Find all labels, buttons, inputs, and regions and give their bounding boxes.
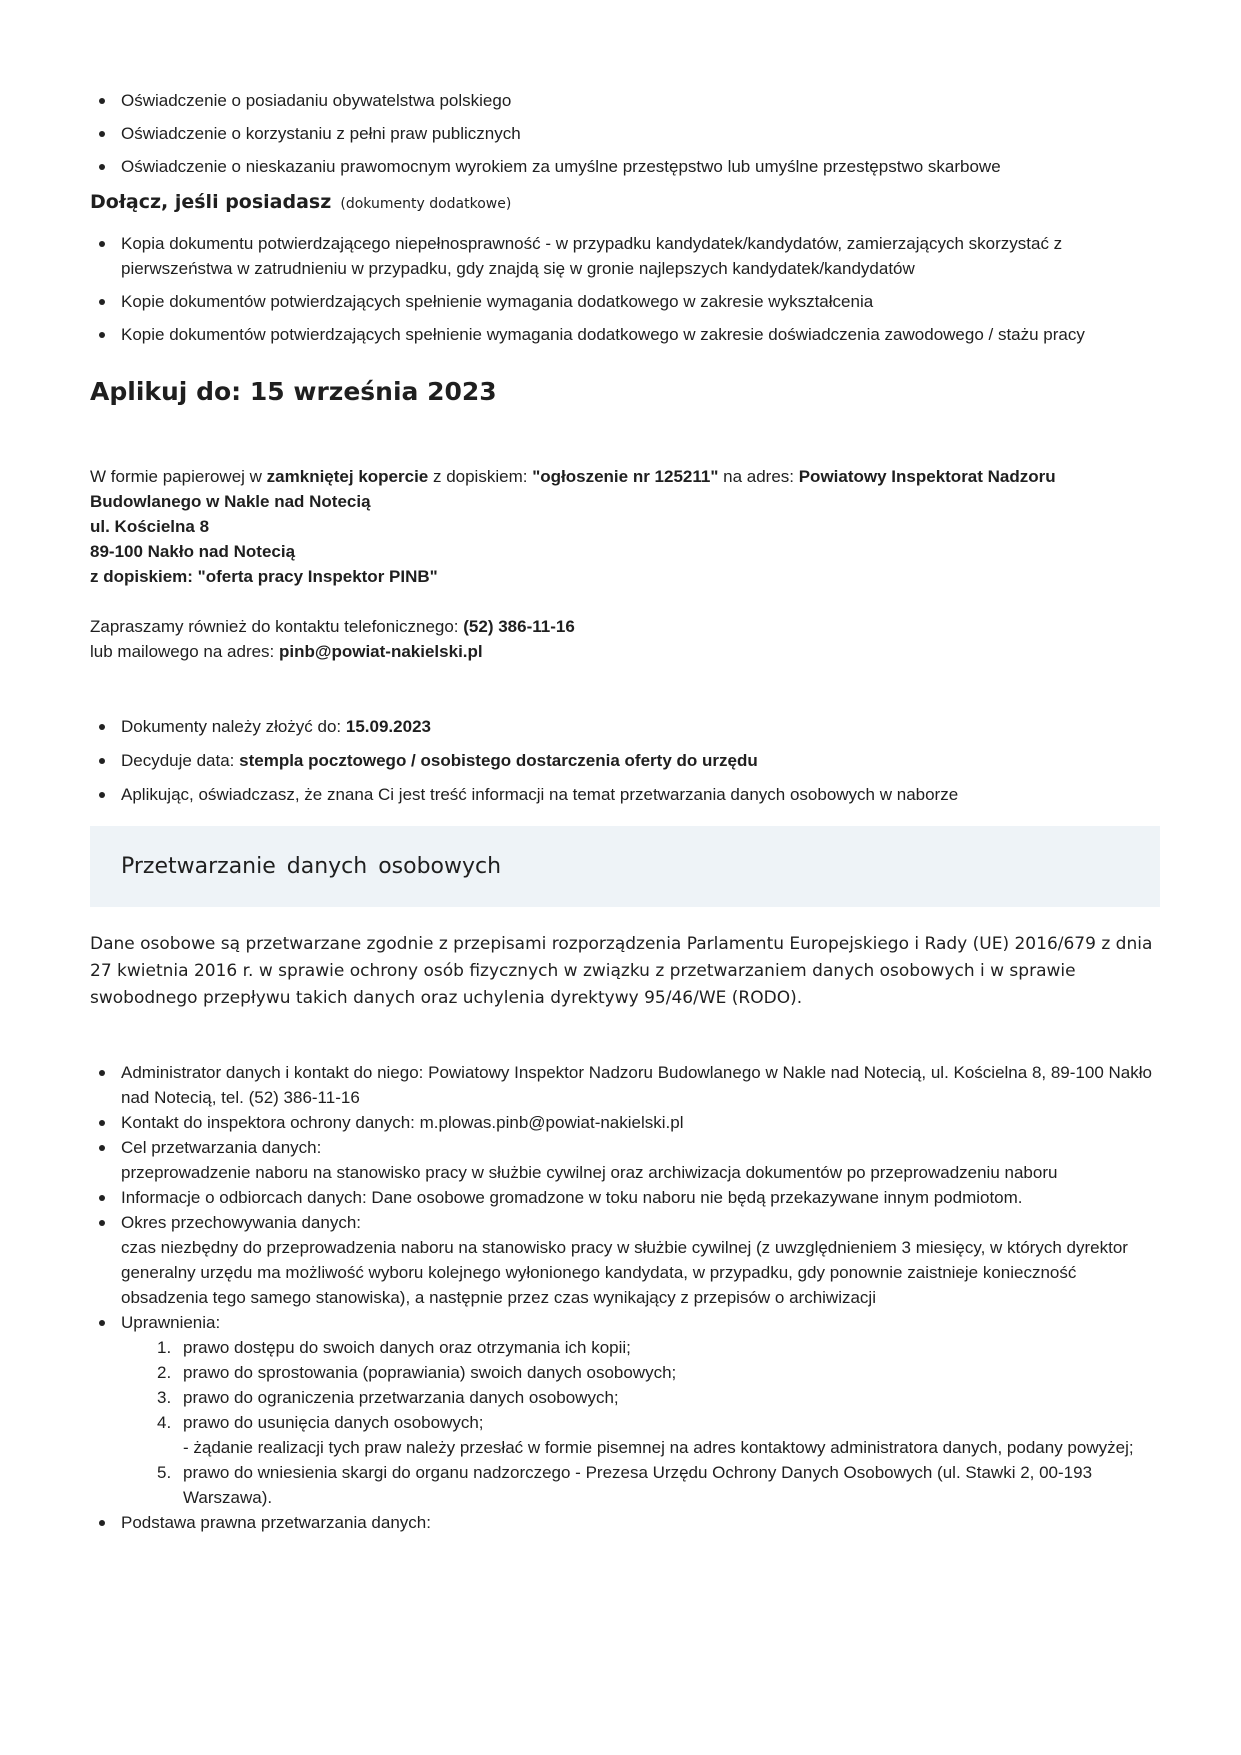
- rights-number: 3.: [157, 1388, 172, 1407]
- decides-label: Decyduje data:: [121, 751, 240, 770]
- rights-number: 1.: [157, 1338, 172, 1357]
- retention-label: Okres przechowywania danych:: [121, 1213, 362, 1232]
- rights-text: prawo dostępu do swoich danych oraz otrzymania ich kopii;: [183, 1338, 631, 1357]
- rights-subnote: - żądanie realizacji tych praw należy przesłać w formie pisemnej na adres kontaktowy administratora danych, podany powyżej;: [183, 1438, 1134, 1457]
- purpose-label: Cel przetwarzania danych:: [121, 1138, 322, 1157]
- list-item: Oświadczenie o posiadaniu obywatelstwa polskiego: [90, 88, 1160, 113]
- rights-list: [121, 1335, 1160, 1510]
- office-name: Powiatowy Inspektorat Nadzoru Budowlanego w Nakle nad Notecią: [90, 467, 1056, 511]
- contact-block: [90, 614, 1160, 664]
- rights-number: 5.: [157, 1463, 172, 1482]
- gdpr-title: Przetwarzanie danych osobowych: [121, 854, 502, 879]
- list-item: Kopie dokumentów potwierdzających spełnienie wymagania dodatkowego w zakresie doświadczenia zawodowego / stażu pracy: [90, 322, 1160, 347]
- email-address[interactable]: pinb@powiat-nakielski.pl: [279, 642, 483, 661]
- address-text: W formie papierowej w: [90, 467, 267, 486]
- list-item: [90, 1310, 1160, 1510]
- list-item: [90, 1135, 1160, 1185]
- decides-value: stempla pocztowego / osobistego dostarczenia oferty do urzędu: [239, 751, 758, 770]
- email-label: lub mailowego na adres:: [90, 642, 280, 661]
- additional-heading-note: (dokumenty dodatkowe): [340, 196, 512, 212]
- envelope-note: z dopiskiem: "oferta pracy Inspektor PINB": [90, 567, 438, 586]
- list-item: Administrator danych i kontakt do niego: Powiatowy Inspektor Nadzoru Budowlanego w Nakle nad Notecią, ul. Kościelna 8, 89-100 Nakło nad Notecią, tel. (52) 386-11-16: [90, 1060, 1160, 1110]
- rights-item: [121, 1385, 1160, 1410]
- announcement-number: "ogłoszenie nr 125211": [532, 467, 719, 486]
- list-item: Podstawa prawna przetwarzania danych:: [90, 1510, 1160, 1535]
- document-page: [90, 88, 1160, 1535]
- phone-label: Zapraszamy również do kontaktu telefonicznego:: [90, 617, 464, 636]
- list-item: [90, 1210, 1160, 1310]
- rights-text: prawo do usunięcia danych osobowych;: [183, 1413, 484, 1432]
- list-item: Kopie dokumentów potwierdzających spełnienie wymagania dodatkowego w zakresie wykształcenia: [90, 289, 1160, 314]
- gdpr-section-header: [90, 826, 1160, 907]
- rights-number: 4.: [157, 1413, 172, 1432]
- list-item: Kontakt do inspektora ochrony danych: m.plowas.pinb@powiat-nakielski.pl: [90, 1110, 1160, 1135]
- additional-documents-heading: [90, 191, 1160, 213]
- address-bold: zamkniętej kopercie: [266, 467, 429, 486]
- rights-item: [121, 1460, 1160, 1510]
- rights-item: [121, 1410, 1160, 1460]
- deadline-label: Dokumenty należy złożyć do:: [121, 717, 346, 736]
- list-item: Kopia dokumentu potwierdzającego niepełnosprawność - w przypadku kandydatek/kandydatów, zamierzających skorzystać z pierwszeństwa w zatrudnieniu w przypadku, gdy znajdą się w gronie najlepszych kandydatek/kandydatów: [90, 231, 1160, 281]
- retention-text: czas niezbędny do przeprowadzenia naboru na stanowisko pracy w służbie cywilnej (z uwzględnieniem 3 miesięcy, w których dyrektor generalny urzędu ma możliwość wyboru kolejnego wyłonionego kandydata, w przypadku, gdy ponownie zaistnieje konieczność obsadzenia tego samego stanowiska), a następnie przez czas wynikający z przepisów o archiwizacji: [121, 1238, 1128, 1307]
- list-item: Oświadczenie o nieskazaniu prawomocnym wyrokiem za umyślne przestępstwo lub umyślne przestępstwo skarbowe: [90, 154, 1160, 179]
- rights-label: Uprawnienia:: [121, 1313, 221, 1332]
- rights-text: prawo do ograniczenia przetwarzania danych osobowych;: [183, 1388, 619, 1407]
- rights-number: 2.: [157, 1363, 172, 1382]
- gdpr-paragraph: Dane osobowe są przetwarzane zgodnie z przepisami rozporządzenia Parlamentu Europejskiego i Rady (UE) 2016/679 z dnia 27 kwietnia 2016 r. w sprawie ochrony osób fizycznych w związku z przetwarzaniem danych osobowych i w sprawie swobodnego przepływu takich danych oraz uchylenia dyrektywy 95/46/WE (RODO).: [90, 934, 1153, 1008]
- street: ul. Kościelna 8: [90, 517, 210, 536]
- rights-item: [121, 1335, 1160, 1360]
- address-line: [90, 464, 1160, 514]
- required-documents-list: [90, 88, 1160, 179]
- gdpr-list: [90, 1060, 1160, 1535]
- apply-deadline-title: Aplikuj do: 15 września 2023: [90, 377, 497, 406]
- list-item: Informacje o odbiorcach danych: Dane osobowe gromadzone w toku naboru nie będą przekazywane innym podmiotom.: [90, 1185, 1160, 1210]
- city: 89-100 Nakło nad Notecią: [90, 542, 296, 561]
- address-text: z dopiskiem:: [428, 467, 533, 486]
- additional-heading-bold: Dołącz, jeśli posiadasz: [90, 191, 332, 213]
- list-item: [90, 748, 1160, 773]
- address-text: na adres:: [718, 467, 799, 486]
- list-item: Oświadczenie o korzystaniu z pełni praw publicznych: [90, 121, 1160, 146]
- purpose-text: przeprowadzenie naboru na stanowisko pracy w służbie cywilnej oraz archiwizacja dokumentów po przeprowadzeniu naboru: [121, 1163, 1058, 1182]
- rights-text: prawo do wniesienia skargi do organu nadzorczego - Prezesa Urzędu Ochrony Danych Osobowych (ul. Stawki 2, 00-193 Warszawa).: [183, 1463, 1093, 1507]
- deadline-value: 15.09.2023: [345, 717, 431, 736]
- rights-item: [121, 1360, 1160, 1385]
- dates-list: [90, 714, 1160, 807]
- list-item: [90, 714, 1160, 739]
- rights-text: prawo do sprostowania (poprawiania) swoich danych osobowych;: [183, 1363, 677, 1382]
- application-address: [90, 464, 1160, 664]
- list-item: Aplikując, oświadczasz, że znana Ci jest treść informacji na temat przetwarzania danych osobowych w naborze: [90, 782, 1160, 807]
- additional-documents-list: [90, 231, 1160, 347]
- phone-number: (52) 386-11-16: [463, 617, 575, 636]
